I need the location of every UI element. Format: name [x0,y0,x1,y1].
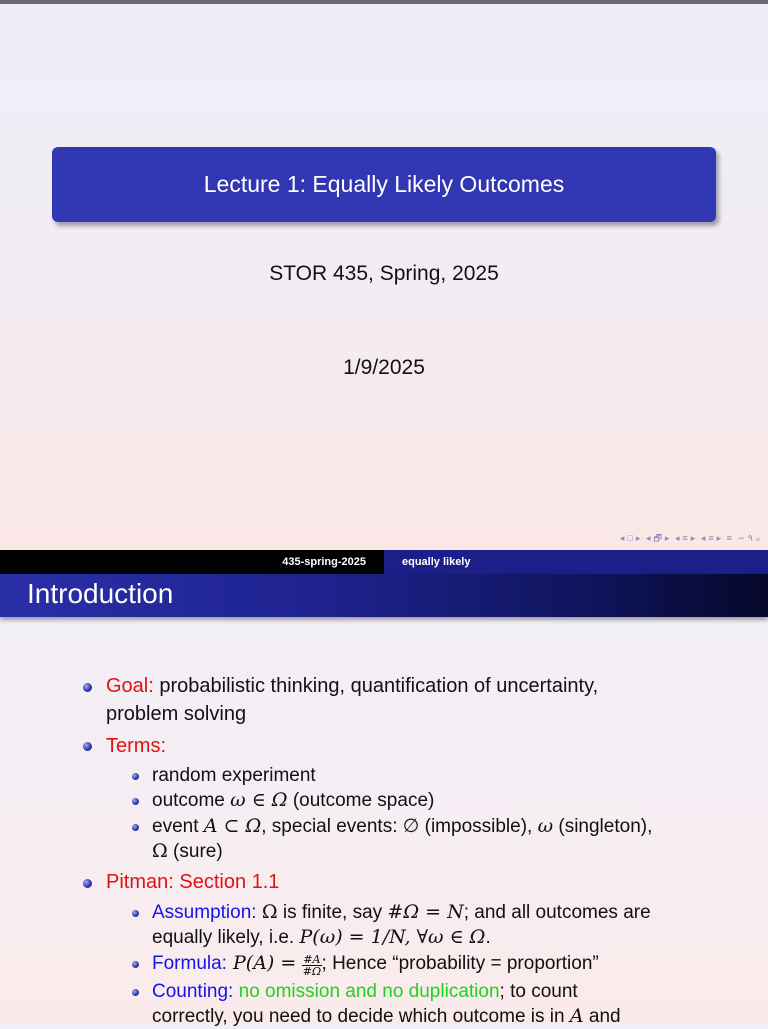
goal-text-line2: problem solving [106,703,247,725]
assumption-line2 [152,925,491,950]
sub-bullet-icon [132,989,139,996]
title-slide [0,4,768,550]
frame-title: Introduction [27,578,174,609]
assumption-prob: P(ω) = 1/N, ∀ω ∈ Ω [299,926,486,948]
sub-bullet-icon [132,773,139,780]
sub-bullet-icon [132,824,139,831]
omega-upper-symbol: Ω [152,840,168,862]
counting-item [152,979,578,1004]
nav-next-icon[interactable]: ▸ [664,533,670,543]
nav-forward-icon[interactable]: ℴ [755,533,760,543]
terms-label: Terms: [106,735,166,757]
formula-numerator: #A [303,953,321,966]
assumption-line2-text: equally likely, i.e. [152,927,300,948]
counting-math: A [569,1005,584,1027]
term-event-impossible: (impossible), [419,816,538,837]
nav-prev-icon[interactable]: ◂ [619,533,625,543]
counting-highlight: no omission and no duplication [233,981,500,1002]
goal-text: probabilistic thinking, quantification of uncertainty, [153,675,599,697]
term-event [152,814,652,839]
term-event-math: A ⊂ Ω [203,815,262,837]
lecture-date: 1/9/2025 [343,356,425,379]
nav-next-icon[interactable]: ▸ [635,533,641,543]
term-event-text: event [152,816,204,837]
nav-frame-icon[interactable]: □ [627,533,633,543]
header-left-text: 435-spring-2025 [282,556,366,568]
assumption-text-2: ; and all outcomes are [463,902,651,923]
pitman-label: Pitman: Section 1.1 [106,871,280,893]
nav-back-icon[interactable]: ∽ [737,533,745,543]
formula-lhs: P(A) = [226,952,303,974]
term-event-sure: (sure) [167,841,223,862]
beamer-navigation [617,531,760,547]
course-name: STOR 435, Spring, 2025 [269,262,499,285]
term-random-experiment: random experiment [152,765,316,786]
formula-label: Formula: [152,953,227,974]
list-item-pitman [106,868,279,896]
bullet-icon [83,683,92,692]
list-item-goal [106,672,598,700]
assumption-omega: Ω [261,901,278,923]
formula-text: ; Hence “probability = proportion” [321,953,599,974]
formula-fraction [302,954,321,977]
nav-menu-icon[interactable]: ≡ [726,533,732,543]
nav-subsection-icon[interactable]: 🗗 [653,533,662,543]
assumption-label: Assumption: [152,902,257,923]
header-right-text: equally likely [402,556,471,568]
formula-item [152,951,599,977]
assumption-text: is finite, say [277,902,388,923]
nav-prev-icon[interactable]: ◂ [645,533,651,543]
assumption-count: #Ω = N [387,901,464,923]
nav-prev-icon[interactable]: ◂ [674,533,680,543]
term-event-line2 [152,839,223,864]
counting-line2 [152,1004,621,1029]
bullet-icon [83,879,92,888]
nav-prev-icon[interactable]: ◂ [700,533,706,543]
assumption-item [152,900,651,925]
term-event-singleton: (singleton), [553,816,653,837]
term-outcome-math: ω ∈ Ω [230,789,288,811]
list-item-terms [106,732,166,760]
lecture-title: Lecture 1: Equally Likely Outcomes [52,147,716,222]
counting-line2-end: and [583,1006,621,1027]
nav-section-icon[interactable]: ≡ [708,533,714,543]
term-event-special: , special events: [261,816,403,837]
empty-set-symbol: ∅ [402,815,420,837]
nav-next-icon[interactable]: ▸ [716,533,722,543]
nav-section-icon[interactable]: ≡ [682,533,688,543]
bullet-icon [83,742,92,751]
counting-text: ; to count [499,981,578,1002]
omega-symbol: ω [537,815,554,837]
nav-next-icon[interactable]: ▸ [690,533,696,543]
formula-denominator: #Ω [302,965,322,978]
counting-label: Counting: [152,981,234,1002]
sub-bullet-icon [132,961,139,968]
introduction-slide [0,550,768,1027]
term-outcome-text: outcome [152,790,231,811]
term-outcome-note: (outcome space) [287,790,435,811]
term-outcome [152,788,434,813]
slide-content [0,550,768,1027]
sub-bullet-icon [132,798,139,805]
counting-line2-text: correctly, you need to decide which outcome is in [152,1006,570,1027]
assumption-period: . [485,927,491,948]
goal-label: Goal: [106,675,154,697]
sub-bullet-icon [132,910,139,917]
nav-search-icon[interactable]: ۹ [747,533,753,543]
